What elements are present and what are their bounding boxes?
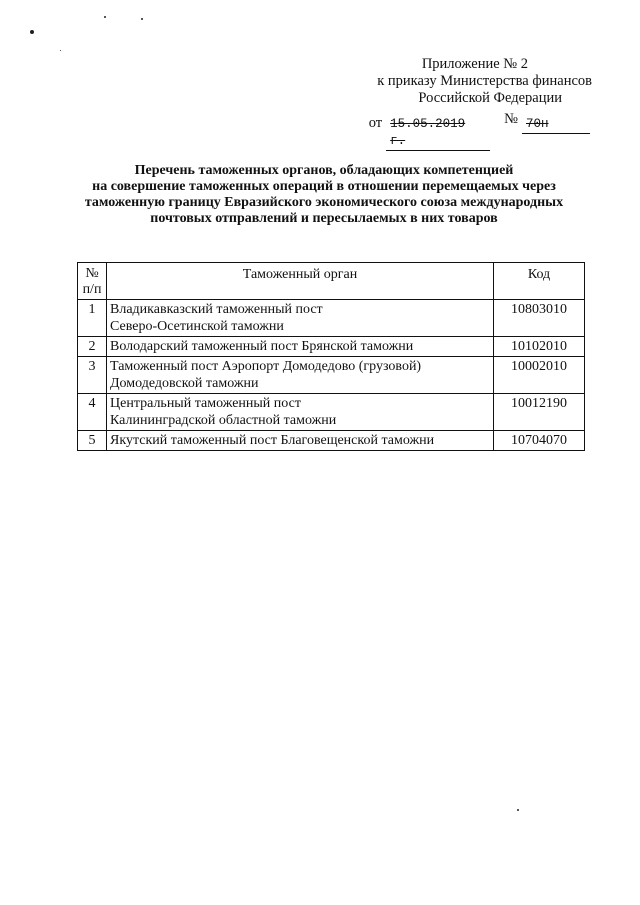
row-organ-line-2: Домодедовской таможни [110,376,259,391]
row-organ-line-1: Володарский таможенный пост Брянской таможни [110,339,414,354]
row-code: 10012190 [494,394,585,431]
row-code: 10704070 [494,431,585,451]
row-organ-line-2: Калининградской областной таможни [110,413,337,428]
row-organ-line-1: Таможенный пост Аэропорт Домодедово (грузовой) [110,359,422,374]
table-row [78,357,585,394]
header-organ: Таможенный орган [107,263,494,300]
row-organ [107,394,494,431]
annex-line-3: Российской Федерации [418,90,562,106]
row-organ-line-1: Якутский таможенный пост Благовещенской таможни [110,433,435,448]
customs-organs-table [77,262,585,451]
annex-number-value: 70н [522,116,590,134]
document-title [50,163,598,227]
row-code: 10803010 [494,300,585,337]
title-line: Перечень таможенных органов, обладающих компетенцией [134,163,514,178]
table-row [78,300,585,337]
annex-date-value: 15.05.2019 г. [386,116,490,151]
row-organ [107,300,494,337]
table-row [78,337,585,357]
row-code: 10102010 [494,337,585,357]
scan-speck [517,809,519,811]
annex-header [292,56,592,151]
row-num: 5 [78,431,107,451]
table-header-row [78,263,585,300]
row-organ [107,431,494,451]
scan-speck [141,18,143,20]
row-organ-line-1: Владикавказский таможенный пост [110,302,323,317]
row-organ [107,337,494,357]
title-line: почтовых отправлений и пересылаемых в них товаров [150,211,498,226]
annex-number-label: № [504,111,518,127]
row-num: 3 [78,357,107,394]
annex-line-1: Приложение № 2 [421,56,528,72]
scan-speck [104,16,106,18]
row-organ-line-1: Центральный таможенный пост [110,396,301,411]
row-num: 2 [78,337,107,357]
header-num-line-1: № [85,266,99,281]
row-organ-line-2: Северо-Осетинской таможни [110,319,284,334]
table-row [78,394,585,431]
row-code: 10002010 [494,357,585,394]
row-num: 1 [78,300,107,337]
header-code: Код [494,263,585,300]
header-num [78,263,107,300]
row-num: 4 [78,394,107,431]
header-num-line-2: п/п [82,282,102,297]
row-organ [107,357,494,394]
annex-date-prefix: от [368,115,383,131]
table-row [78,431,585,451]
title-line: на совершение таможенных операций в отношении перемещаемых через [92,179,556,194]
annex-date-row [292,111,590,151]
scan-speck [30,30,34,34]
scan-speck [60,50,61,51]
annex-line-2: к приказу Министерства финансов [377,73,592,89]
title-line: таможенную границу Евразийского экономического союза международных [84,195,564,210]
